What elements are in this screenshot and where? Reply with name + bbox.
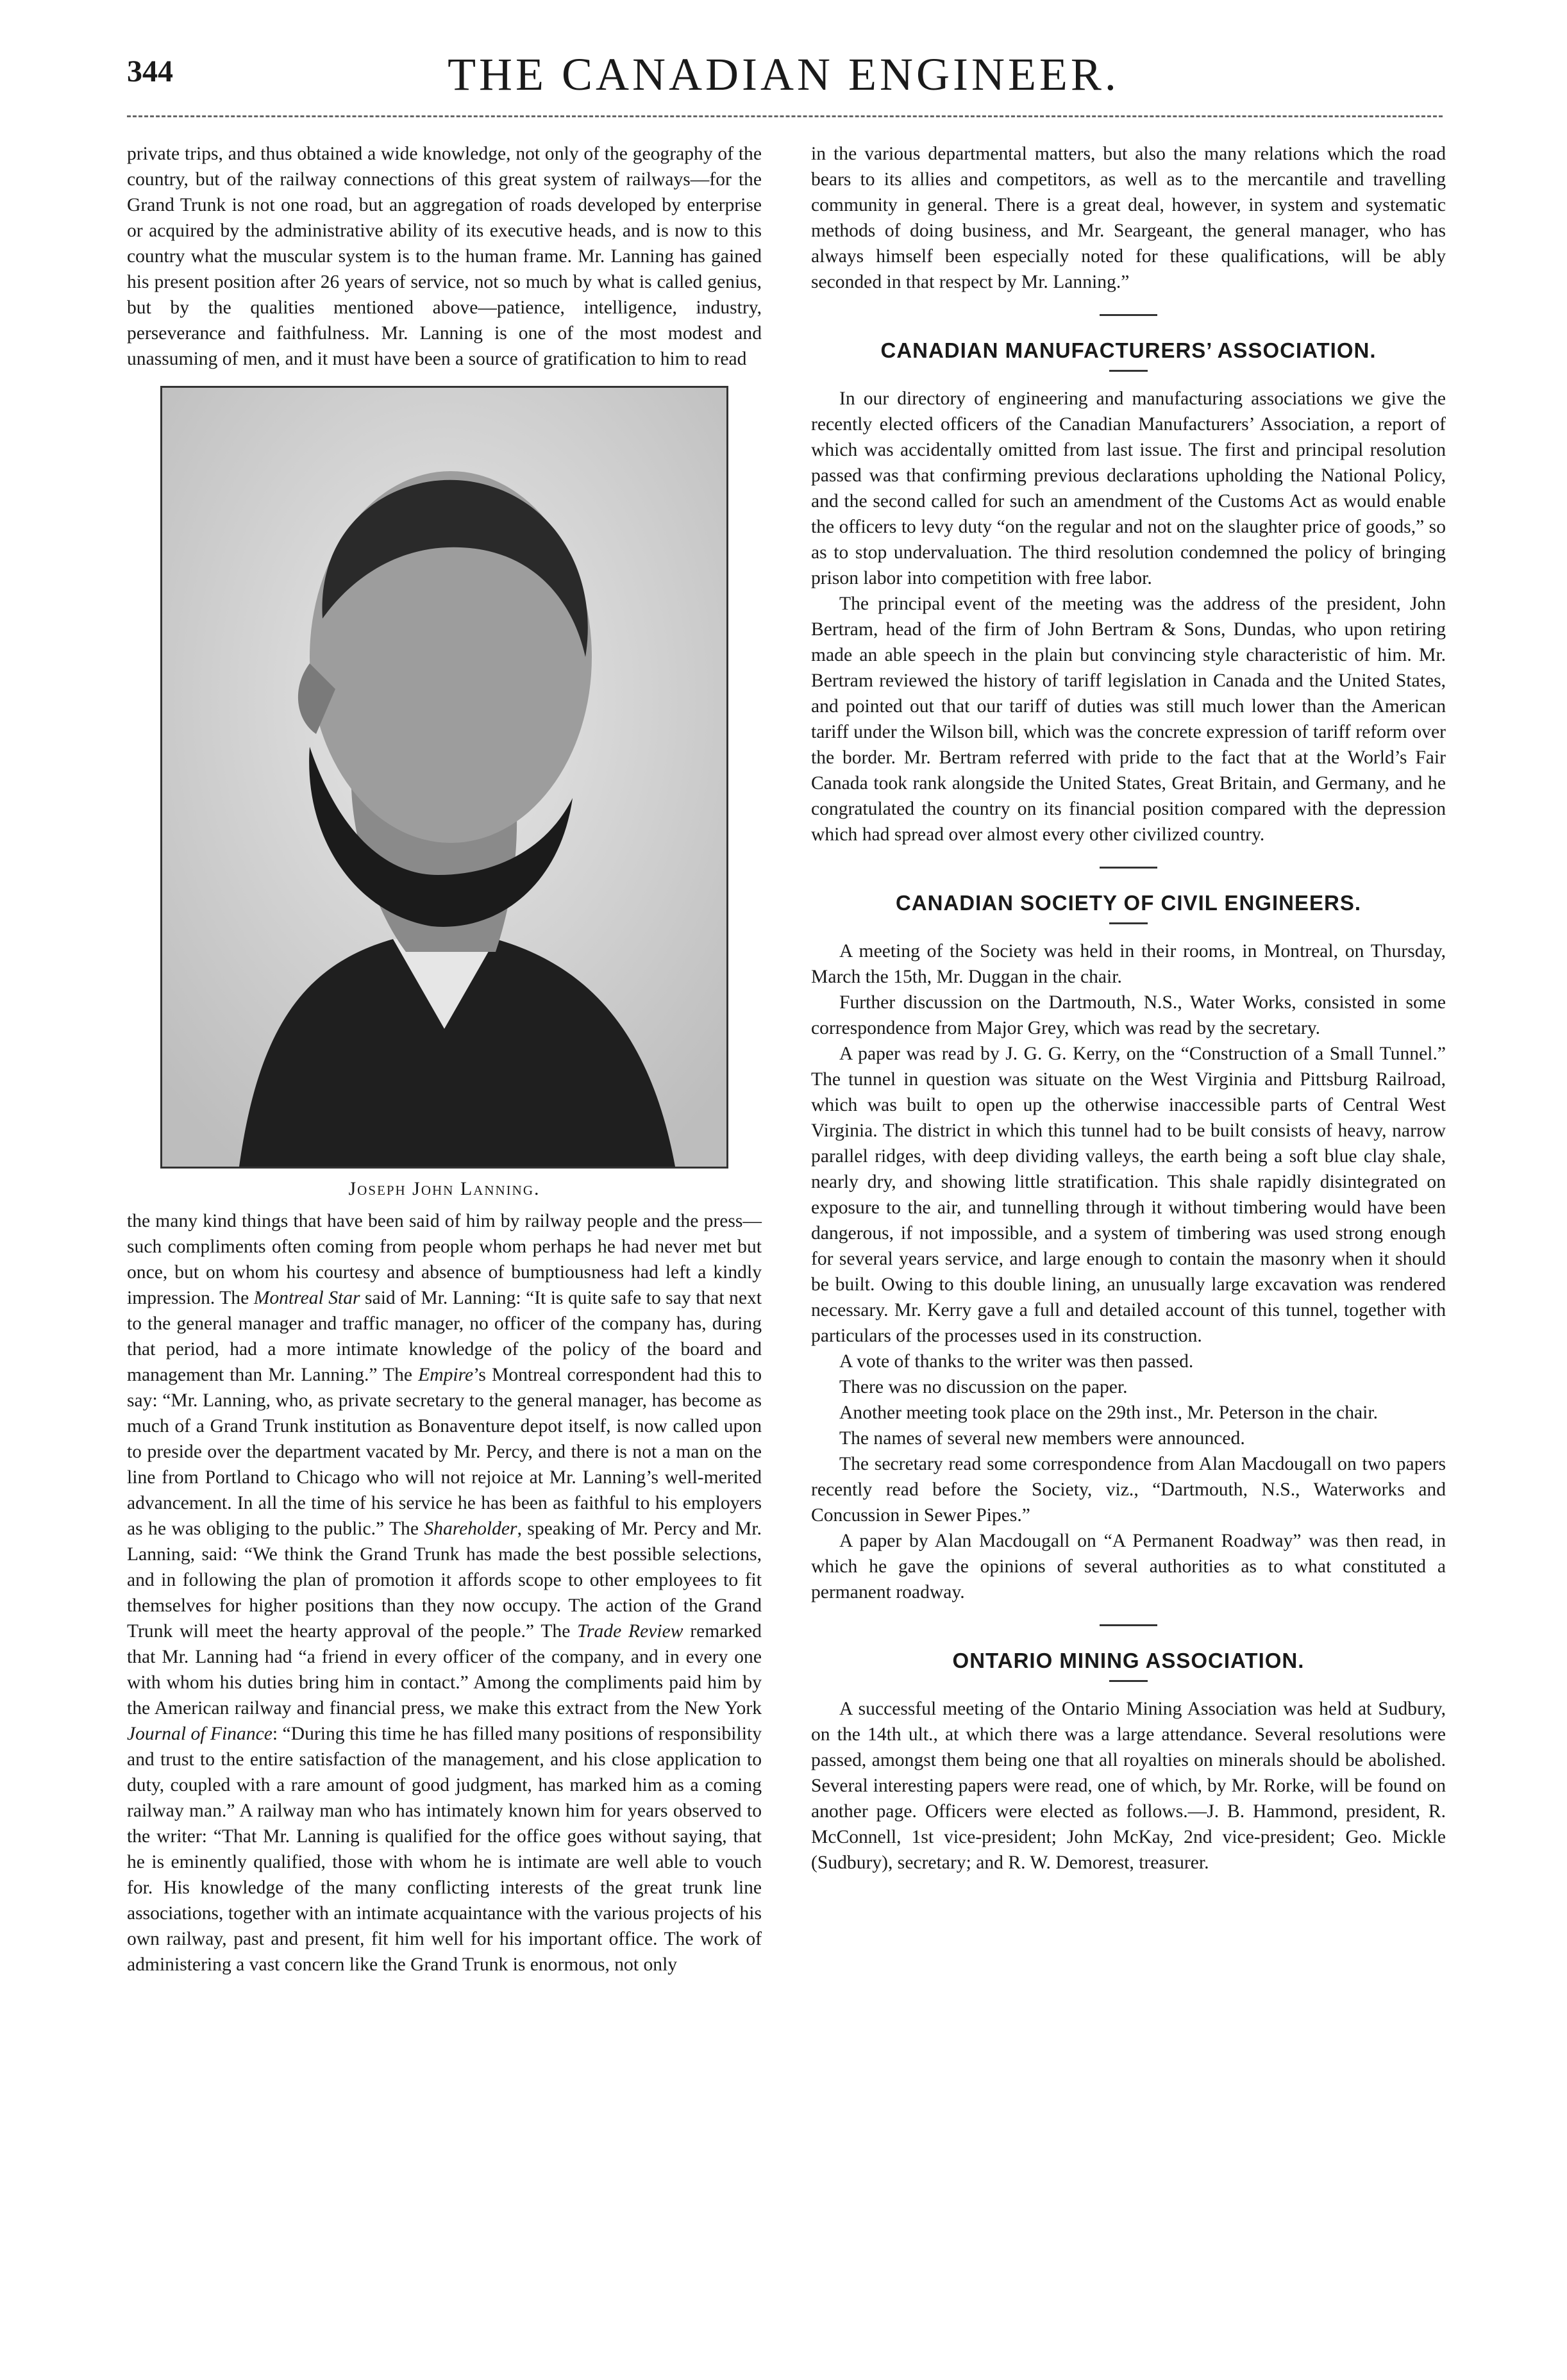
section-divider: [1100, 1624, 1157, 1626]
csce-paragraph: Another meeting took place on the 29th inst., Mr. Peterson in the chair.: [839, 1402, 1378, 1423]
heading-rule: [1109, 370, 1148, 372]
csce-paragraph: The secretary read some correspondence from Alan Macdougall on two papers recently read before the Society, viz., “Dartmouth, N.S., Waterworks and Concussion in Sewer Pipes.”: [811, 1454, 1446, 1526]
csce-paragraph: There was no discussion on the paper.: [839, 1377, 1128, 1397]
heading-rule: [1109, 922, 1148, 924]
article-paragraph-continued: the many kind things that have been said of him by railway people and the press—such compliments often coming from people whom perhaps he had never met but once, but on whom his courtesy and absence of bumptiousness had left a kindly impression. The Montreal Star said of Mr. Lanning: “It is quite safe to say that next to the general manager and traffic manager, no officer of the company has, during that period, had a more intimate knowledge of the policy of the board and management than Mr. Lanning.” The Empire’s Montreal correspondent had this to say: “Mr. Lanning, who, as private secretary to the general manager, has become as much of a Grand Trunk institution as Bonaventure depot itself, is now called upon to preside over the department vacated by Mr. Percy, and there is not a man on the line from Portland to Chicago who will not rejoice at Mr. Lanning’s well-merited advancement. In all the time of his service he has been as faithful to his employers as he was obliging to the public.” The Shareholder, speaking of Mr. Percy and Mr. Lanning, said: “We think the Grand Trunk has made the best possible selections, and in following the plan of promotion it affords scope to other employees to fit themselves for higher positions than they now occupy. The action of the Grand Trunk will meet the hearty approval of the people.” The Trade Review remarked that Mr. Lanning had “a friend in every officer of the company, and in every one with whom his duties bring him in contact.” Among the compliments paid him by the American railway and financial press, we make this extract from the New York Journal of Finance: “During this time he has filled many positions of responsibility and trust to the entire satisfaction of the management, and his close application to duty, coupled with a rare amount of good judgment, has marked him as a coming railway man.” A railway man who has intimately known him for years observed to the writer: “That Mr. Lanning is qualified for the office goes without saying, that he is eminently qualified, those with whom he is intimate are well able to vouch for. His knowledge of the many conflicting interests of the great trunk line associations, together with an intimate acquaintance with the various projects of his own railway, past and present, fit him well for his important office. The work of administering a vast concern like the Grand Trunk is enormous, not only: [127, 1211, 762, 1975]
portrait-engraving: [160, 386, 728, 1169]
section-heading-civil-engineers: CANADIAN SOCIETY OF CIVIL ENGINEERS.: [895, 891, 1362, 915]
left-column: [127, 141, 762, 1977]
cma-paragraph: The principal event of the meeting was the address of the president, John Bertram, head of the firm of John Bertram & Sons, Dundas, who upon retiring made an able speech in the plain but convincing style characteristic of him. Mr. Bertram reviewed the history of tariff legislation in Canada and the United States, and pointed out that our tariff of duties was still much lower than the American tariff under the Wilson bill, which was the concrete expression of tariff reform over the border. Mr. Bertram referred with pride to the fact that at the World’s Fair Canada took rank alongside the United States, Great Britain, and Germany, and he congratulated the country on its financial position compared with the depression which had spread over almost every other civilized country.: [811, 594, 1446, 845]
article-continuation: in the various departmental matters, but also the many relations which the road bears to its allies and competitors, as well as to the mercantile and travelling community in general. There is a great deal, however, in system and systematic methods of doing business, and Mr. Seargeant, the general manager, who has always himself been especially noted for these qualifications, will be ably seconded in that respect by Mr. Lanning.”: [811, 144, 1446, 292]
section-divider: [1100, 314, 1157, 316]
portrait-caption: Joseph John Lanning.: [348, 1178, 540, 1199]
masthead-title: THE CANADIAN ENGINEER.: [448, 49, 1119, 100]
article-paragraph: private trips, and thus obtained a wide knowledge, not only of the geography of the country, but of the railway connections of this great system of railways—for the Grand Trunk is not one road, but an aggregation of roads developed by enterprise or acquired by the administrative ability of its executive heads, and is now to this country what the muscular system is to the human frame. Mr. Lanning has gained his present position after 26 years of service, not so much by what is called genius, but by the qualities mentioned above—patience, intelligence, industry, perseverance and faithfulness. Mr. Lanning is one of the most modest and unassuming of men, and it must have been a source of gratification to him to read: [127, 144, 762, 369]
heading-rule: [1109, 1680, 1148, 1682]
right-column: [811, 141, 1446, 1876]
section-heading-manufacturers: CANADIAN MANUFACTURERS’ ASSOCIATION.: [880, 338, 1377, 362]
header-rule: [127, 115, 1443, 117]
csce-paragraph: A paper by Alan Macdougall on “A Permanent Roadway” was then read, in which he gave the opinions of several authorities as to what constituted a permanent roadway.: [811, 1531, 1446, 1602]
page-number: 344: [127, 54, 173, 88]
section-heading-mining: ONTARIO MINING ASSOCIATION.: [952, 1649, 1305, 1672]
csce-paragraph: A meeting of the Society was held in their rooms, in Montreal, on Thursday, March the 15th, Mr. Duggan in the chair.: [811, 941, 1446, 987]
section-divider: [1100, 867, 1157, 869]
cma-paragraph: In our directory of engineering and manufacturing associations we give the recently elected officers of the Canadian Manufacturers’ Association, a report of which was accidentally omitted from last issue. The first and principal resolution passed was that confirming previous declarations upholding the National Policy, and the second called for such an amendment of the Customs Act as would enable the officers to levy duty “on the regular and not on the slaughter price of goods,” so as to stop undervaluation. The third resolution condemned the policy of bringing prison labor into competition with free labor.: [811, 388, 1446, 588]
oma-paragraph: A successful meeting of the Ontario Mining Association was held at Sudbury, on the 14th ult., at which there was a large attendance. Several resolutions were passed, amongst them being one that all royalties on minerals should be abolished. Several interesting papers were read, one of which, by Mr. Rorke, will be found on another page. Officers were elected as follows.—J. B. Hammond, president, R. McConnell, 1st vice-president; John McKay, 2nd vice-president; Geo. Mickle (Sudbury), secretary; and R. W. Demorest, treasurer.: [811, 1699, 1446, 1873]
csce-paragraph: Further discussion on the Dartmouth, N.S., Water Works, consisted in some correspondence from Major Grey, which was read by the secretary.: [811, 992, 1446, 1038]
csce-paragraph: A paper was read by J. G. G. Kerry, on the “Construction of a Small Tunnel.” The tunnel in question was situate on the West Virginia and Pittsburg Railroad, which was built to open up the otherwise inaccessible parts of Central West Virginia. The district in which this tunnel had to be built consists of heavy, narrow parallel ridges, with deep dividing valleys, the earth being a soft blue clay shale, nearly dry, and showing little stratification. This shale rapidly disintegrated on exposure to the air, and tunnelling through it without timbering would have been dangerous, if not impossible, and a system of timbering was used strong enough for several years service, and large enough to contain the masonry when it should be built. Owing to this double lining, an unusually large excavation was rendered necessary. Mr. Kerry gave a full and detailed account of this tunnel, together with particulars of the processes used in its construction.: [811, 1044, 1446, 1346]
csce-paragraph: The names of several new members were announced.: [839, 1428, 1245, 1449]
csce-paragraph: A vote of thanks to the writer was then passed.: [839, 1351, 1194, 1372]
portrait-illustration: [162, 388, 726, 1167]
